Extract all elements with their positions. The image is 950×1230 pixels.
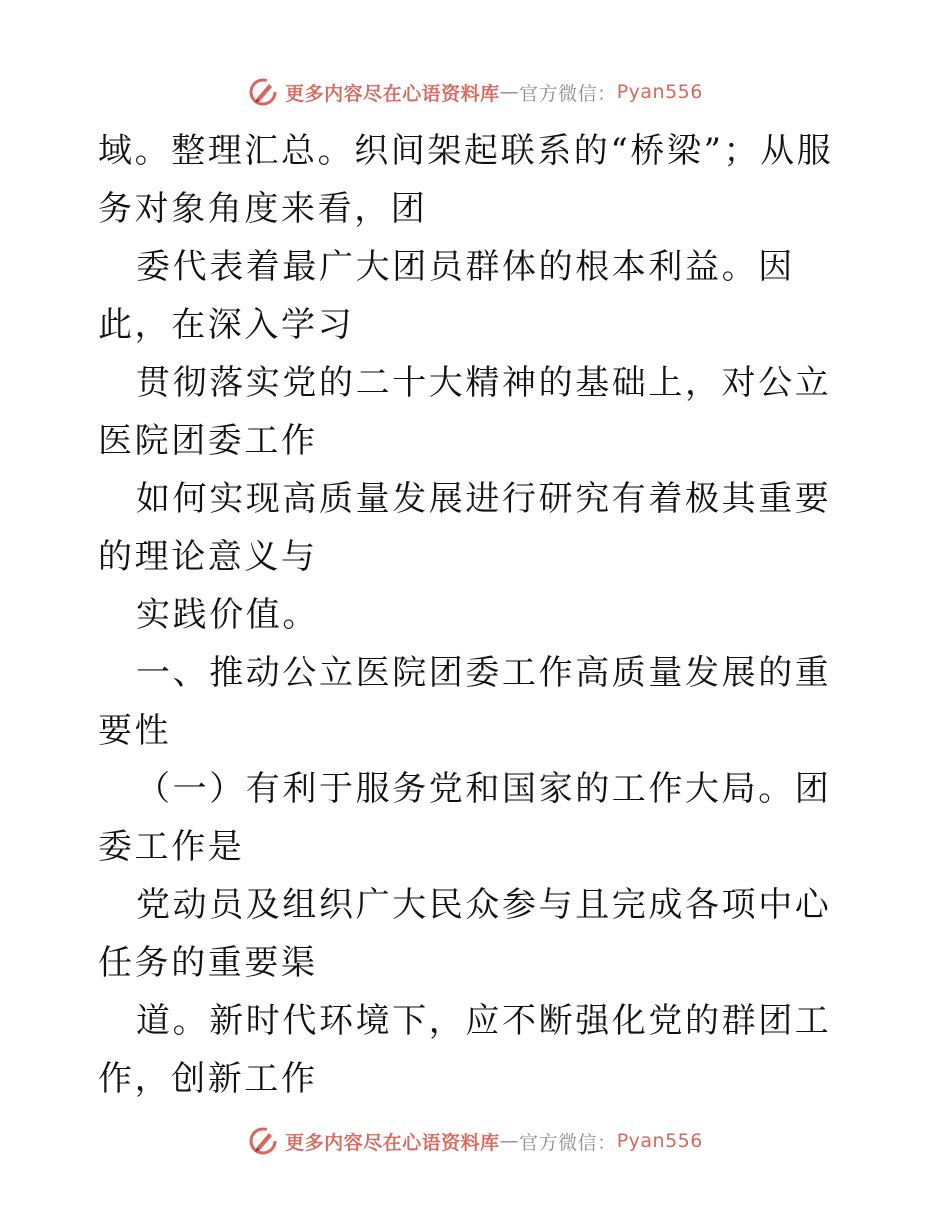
document-body (98, 122, 858, 1108)
paragraph-5: 实践价值。 (136, 595, 319, 635)
header-watermark (0, 72, 950, 112)
footer-watermark (0, 1121, 950, 1161)
watermark-sub-text: 官方微信： (519, 82, 617, 105)
paragraph-8: 党动员及组织广大民众参与且完成各项中心任务的重要渠 (98, 885, 832, 983)
section-heading-1: 一、推动公立医院团委工作高质量发展的重要性 (98, 653, 832, 751)
watermark-main-text: 更多内容尽在心语资料库 (285, 82, 500, 105)
paragraph-4: 如何实现高质量发展进行研究有着极其重要的理论意义与 (98, 479, 832, 577)
watermark-dash: — (499, 81, 520, 103)
paragraph-9: 道。新时代环境下，应不断强化党的群团工作，创新工作 (98, 1001, 832, 1099)
pen-swirl-logo-icon (247, 76, 279, 108)
watermark-wechat-id: Pyan556 (616, 81, 703, 103)
pen-swirl-logo-icon (247, 1125, 279, 1157)
watermark-main-text: 更多内容尽在心语资料库 (285, 1131, 500, 1154)
watermark-dash: — (499, 1130, 520, 1152)
paragraph-2: 委代表着最广大团员群体的根本利益。因此，在深入学习 (98, 247, 795, 345)
paragraph-7: （一）有利于服务党和国家的工作大局。团委工作是 (98, 769, 832, 867)
watermark-sub-text: 官方微信： (519, 1131, 617, 1154)
paragraph-3: 贯彻落实党的二十大精神的基础上，对公立医院团委工作 (98, 363, 832, 461)
watermark-wechat-id: Pyan556 (616, 1130, 703, 1152)
paragraph-1: 域。整理汇总。织间架起联系的“桥梁”；从服务对象角度来看，团 (98, 131, 834, 229)
